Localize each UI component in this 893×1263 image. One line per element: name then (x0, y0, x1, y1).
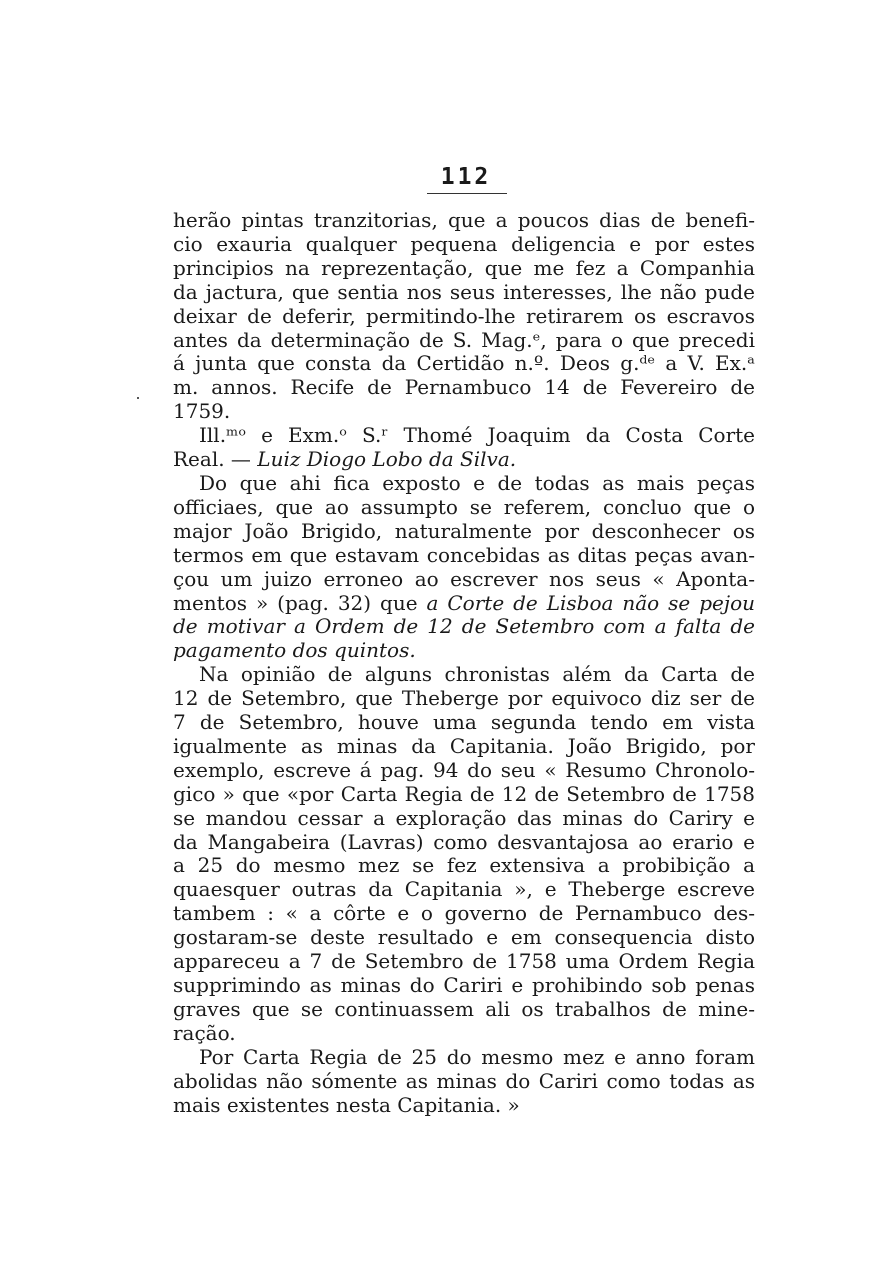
text-span: mentos » (pag. 32) que (173, 591, 427, 615)
text-line: 1759. (173, 400, 231, 424)
text-line: 7 de Setembro, houve uma segunda tendo em vista (173, 711, 755, 735)
text-line: quaesquer outras da Capitania », e Theberge escreve (173, 878, 755, 902)
text-line: antes da determinação de S. Mag.ᵉ, para o que precedi (173, 328, 755, 352)
text-line: appareceu a 7 de Setembro de 1758 uma Ordem Regia (173, 950, 755, 974)
text-line: da jactura, que sentia nos seus interesses, lhe não pude (173, 280, 755, 304)
text-line (173, 592, 755, 616)
text-line: igualmente as minas da Capitania. João Brigido, por (173, 734, 755, 758)
text-line: graves que se continuassem ali os trabalhos de mine- (173, 997, 755, 1021)
text-line: Por Carta Regia de 25 do mesmo mez e anno foram (199, 1045, 755, 1069)
text-line: deixar de deferir, permitindo-lhe retirarem os escravos (173, 304, 755, 328)
text-line: pagamento dos quintos. (173, 639, 416, 663)
text-line: a 25 do mesmo mez se fez extensiva a probibição a (173, 854, 755, 878)
text-span: Real. — (173, 448, 258, 472)
text-line: Do que ahi fica exposto e de todas as mais peças (199, 471, 755, 495)
text-line: principios na reprezentação, que me fez a Companhia (173, 256, 755, 280)
text-line: officiaes, que ao assumpto se referem, concluo que o (173, 495, 755, 519)
text-line: mais existentes nesta Capitania. » (173, 1093, 520, 1117)
text-line: ração. (173, 1021, 236, 1045)
text-line: exemplo, escreve á pag. 94 do seu « Resumo Chronolo- (173, 758, 755, 782)
body-text (173, 209, 755, 1117)
text-line: herão pintas tranzitorias, que a poucos dias de benefi- (173, 209, 755, 232)
page-number-rule (427, 193, 507, 194)
text-line: major João Brigido, naturalmente por desconhecer os (173, 519, 755, 543)
text-line: Na opinião de alguns chronistas além da Carta de (199, 663, 755, 687)
text-line: da Mangabeira (Lavras) como desvantajosa ao erario e (173, 830, 755, 854)
text-line: m. annos. Recife de Pernambuco 14 de Fevereiro de (173, 376, 755, 400)
text-line: gostaram-se deste resultado e em consequencia disto (173, 926, 755, 950)
text-line: tambem : « a côrte e o governo de Pernambuco des- (173, 902, 755, 926)
page-number: 112 (440, 164, 492, 190)
text-line (173, 448, 755, 472)
text-line: gico » que «por Carta Regia de 12 de Setembro de 1758 (173, 782, 755, 806)
text-line: se mandou cessar a exploração das minas do Cariry e (173, 806, 755, 830)
signature-name: Luiz Diogo Lobo da Silva. (257, 448, 517, 472)
italic-quote: a Corte de Lisboa não se pejou (426, 591, 755, 615)
text-line: çou um juizo erroneo ao escrever nos seus « Aponta- (173, 567, 755, 591)
text-line: 12 de Setembro, que Theberge por equivoco diz ser de (173, 687, 755, 711)
text-line: supprimindo as minas do Cariri e prohibindo sob penas (173, 974, 755, 997)
text-line: termos em que estavam concebidas as ditas peças avan- (173, 543, 755, 567)
text-line: á junta que consta da Certidão n.º. Deos g.ᵈᵉ a V. Ex.ᵃ (173, 352, 755, 376)
text-line: Ill.ᵐᵒ e Exm.ᵒ S.ʳ Thomé Joaquim da Costa Corte (199, 424, 755, 448)
text-line: de motivar a Ordem de 12 de Setembro com a falta de (173, 615, 755, 639)
text-line: abolidas não sómente as minas do Cariri como todas as (173, 1069, 755, 1093)
margin-speck (137, 397, 139, 399)
text-line: cio exauria qualquer pequena deligencia e por estes (173, 232, 755, 256)
